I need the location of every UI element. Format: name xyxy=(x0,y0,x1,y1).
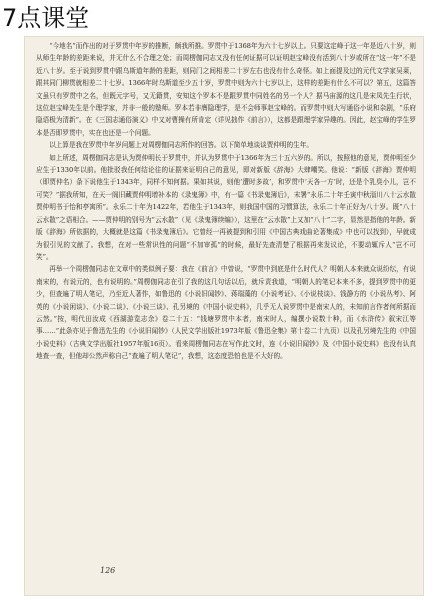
header-bar xyxy=(0,0,442,36)
page-title: 7点课堂 xyxy=(2,4,90,32)
paragraph: 再举一个周楞伽同志在文章中的类似例子要：我在《前言》中曾说，“罗贯中到底是什么时代人？明朝人本来就众说纷纭，有说南宋的，有说元的，也有说明的。”周楞伽同志在引了我的这几句话以后，就斥责我道，“明朝人的笔记本来不多，提到罗贯中的更少，但查遍了明人笔记，乃至近人著作，如鲁迅的《小说旧闻钞》、蒋瑞藻的《小说考证》、《小说枝谈》、钱静方的《小说丛考》、阿英的《小说闲谈》、《小说二谈》、《小说三谈》、孔另境的《中国小说史料》，几乎无人说罗贯中是南宋人的，未知前言作者何所据而云然。”按，明代田汝成《西湖游览志余》卷二十五：“钱塘罗贯中本者，南宋时人，编撰小说数十种，而《水浒传》叙宋江等事……”此条亦见于鲁迅先生的《小说旧闻钞》（人民文学出版社1973年版《鲁迅全集》第十卷二十九页）以及孔另境先生的《中国小说史料》（古典文学出版社1957年版16页）。看来周楞伽同志在写作此文时，连《小说旧闻钞》及《中国小说史料》也没有认真地查一查，但他却公然声称自己“查遍了明人笔记”，我想，这态度恐怕也是不大好的。 xyxy=(36,265,416,361)
paragraph: 以上算是我在罗贯中年岁问题上对周楞伽同志所作的回答。以下简单地谈谈贾仲明的生年。 xyxy=(49,141,313,150)
document-body xyxy=(36,40,416,363)
paragraph: “今地名”而作出的对于罗贯中年岁的推断，颇我所推。罗贯中于1368年为六十七岁以上。只要这定峰于这一年是近八十岁，则从师生年龄的差距来说，并无什么不合理之处；而周楞伽同志又没有任何证据可以证明赵宝峰没有活到八十岁或所在“这一年”不是近八十岁。至于说到罗贯中跟乌斯道年龄的差距，则同门之间相差二十岁左右也没有什么奇怪。如上面提及过的元代文学家吴莱，跟其同门柳贯就相差二十七岁。1366年时乌斯道至少五十岁，罗贯中则为六十七岁以上，这样的差距有什么不可以？第五，这篇答文虽只有罗贯中之名，但既元字号，又无籍贯，安知这个罗本不是跟罗贯中同姓名的另一个人？据马宙源的这几是宋凤先生行状，这位赵宝峰先生是个理学家，并非一般的塾师。罗本若非膺隐理学，是不会师事赵宝峰的。而罗贯中则大写通俗小说和杂剧，“乐府隐语极为清新”。在《三国志通俗演义》中又对曹操有所肯定（详见拙作《前言》），这都是跟理学家异趣的。因此，赵宝峰的学生罗本是否即罗贯中，实在也还是一个问题。 xyxy=(36,42,416,137)
page-number: 126 xyxy=(100,566,116,575)
paragraph: 如上所述，周楞伽同志是认为贾仲明长于罗贯中，并认为罗贯中于1366年为三十五六岁的。所以，按照他的意见，贾仲明至少应生于1330年以前。他批驳我任何结论往的证据来证明自己的意见，即对新版《辞海》大肆嘲笑。他说：“新版《辞海》贾仲明（即贾仲名）条下说他生于1343年，同样不知何据。果如其说，则他‘遭时多故’，和罗贯中‘天各一方’时，还是个乳臭小儿，岂不可笑？”据我所知，在天一阁旧藏贾仲明增补本的《录鬼簿》中，有一篇《书录鬼簿后》，末署“永乐二十年壬寅中秋淄川八十云水散贾仲明书于怡和亭寓所”。永乐二十年为1422年，若他生于1343年，则我国中国的习惯算法，永乐二十年正好为八十岁。既“八十云水散”之语相合。——贾仲明的别号为“云水散”（见《录鬼簿续编》），这里在“云水散”上又加“八十”二字，显然是指他的年龄。新版《辞海》所依据的，大概就是这篇《书录鬼簿后》。它曾经一再被提到和引用《中国古典戏曲论著集成》中也可以找到），早就成为很引见的文献了。我想，在对一些常识性的问题“不加审孤”的时候，最好先查清楚了根据再来发议论，不要动辄斥人“岂不可笑”。 xyxy=(36,153,416,261)
